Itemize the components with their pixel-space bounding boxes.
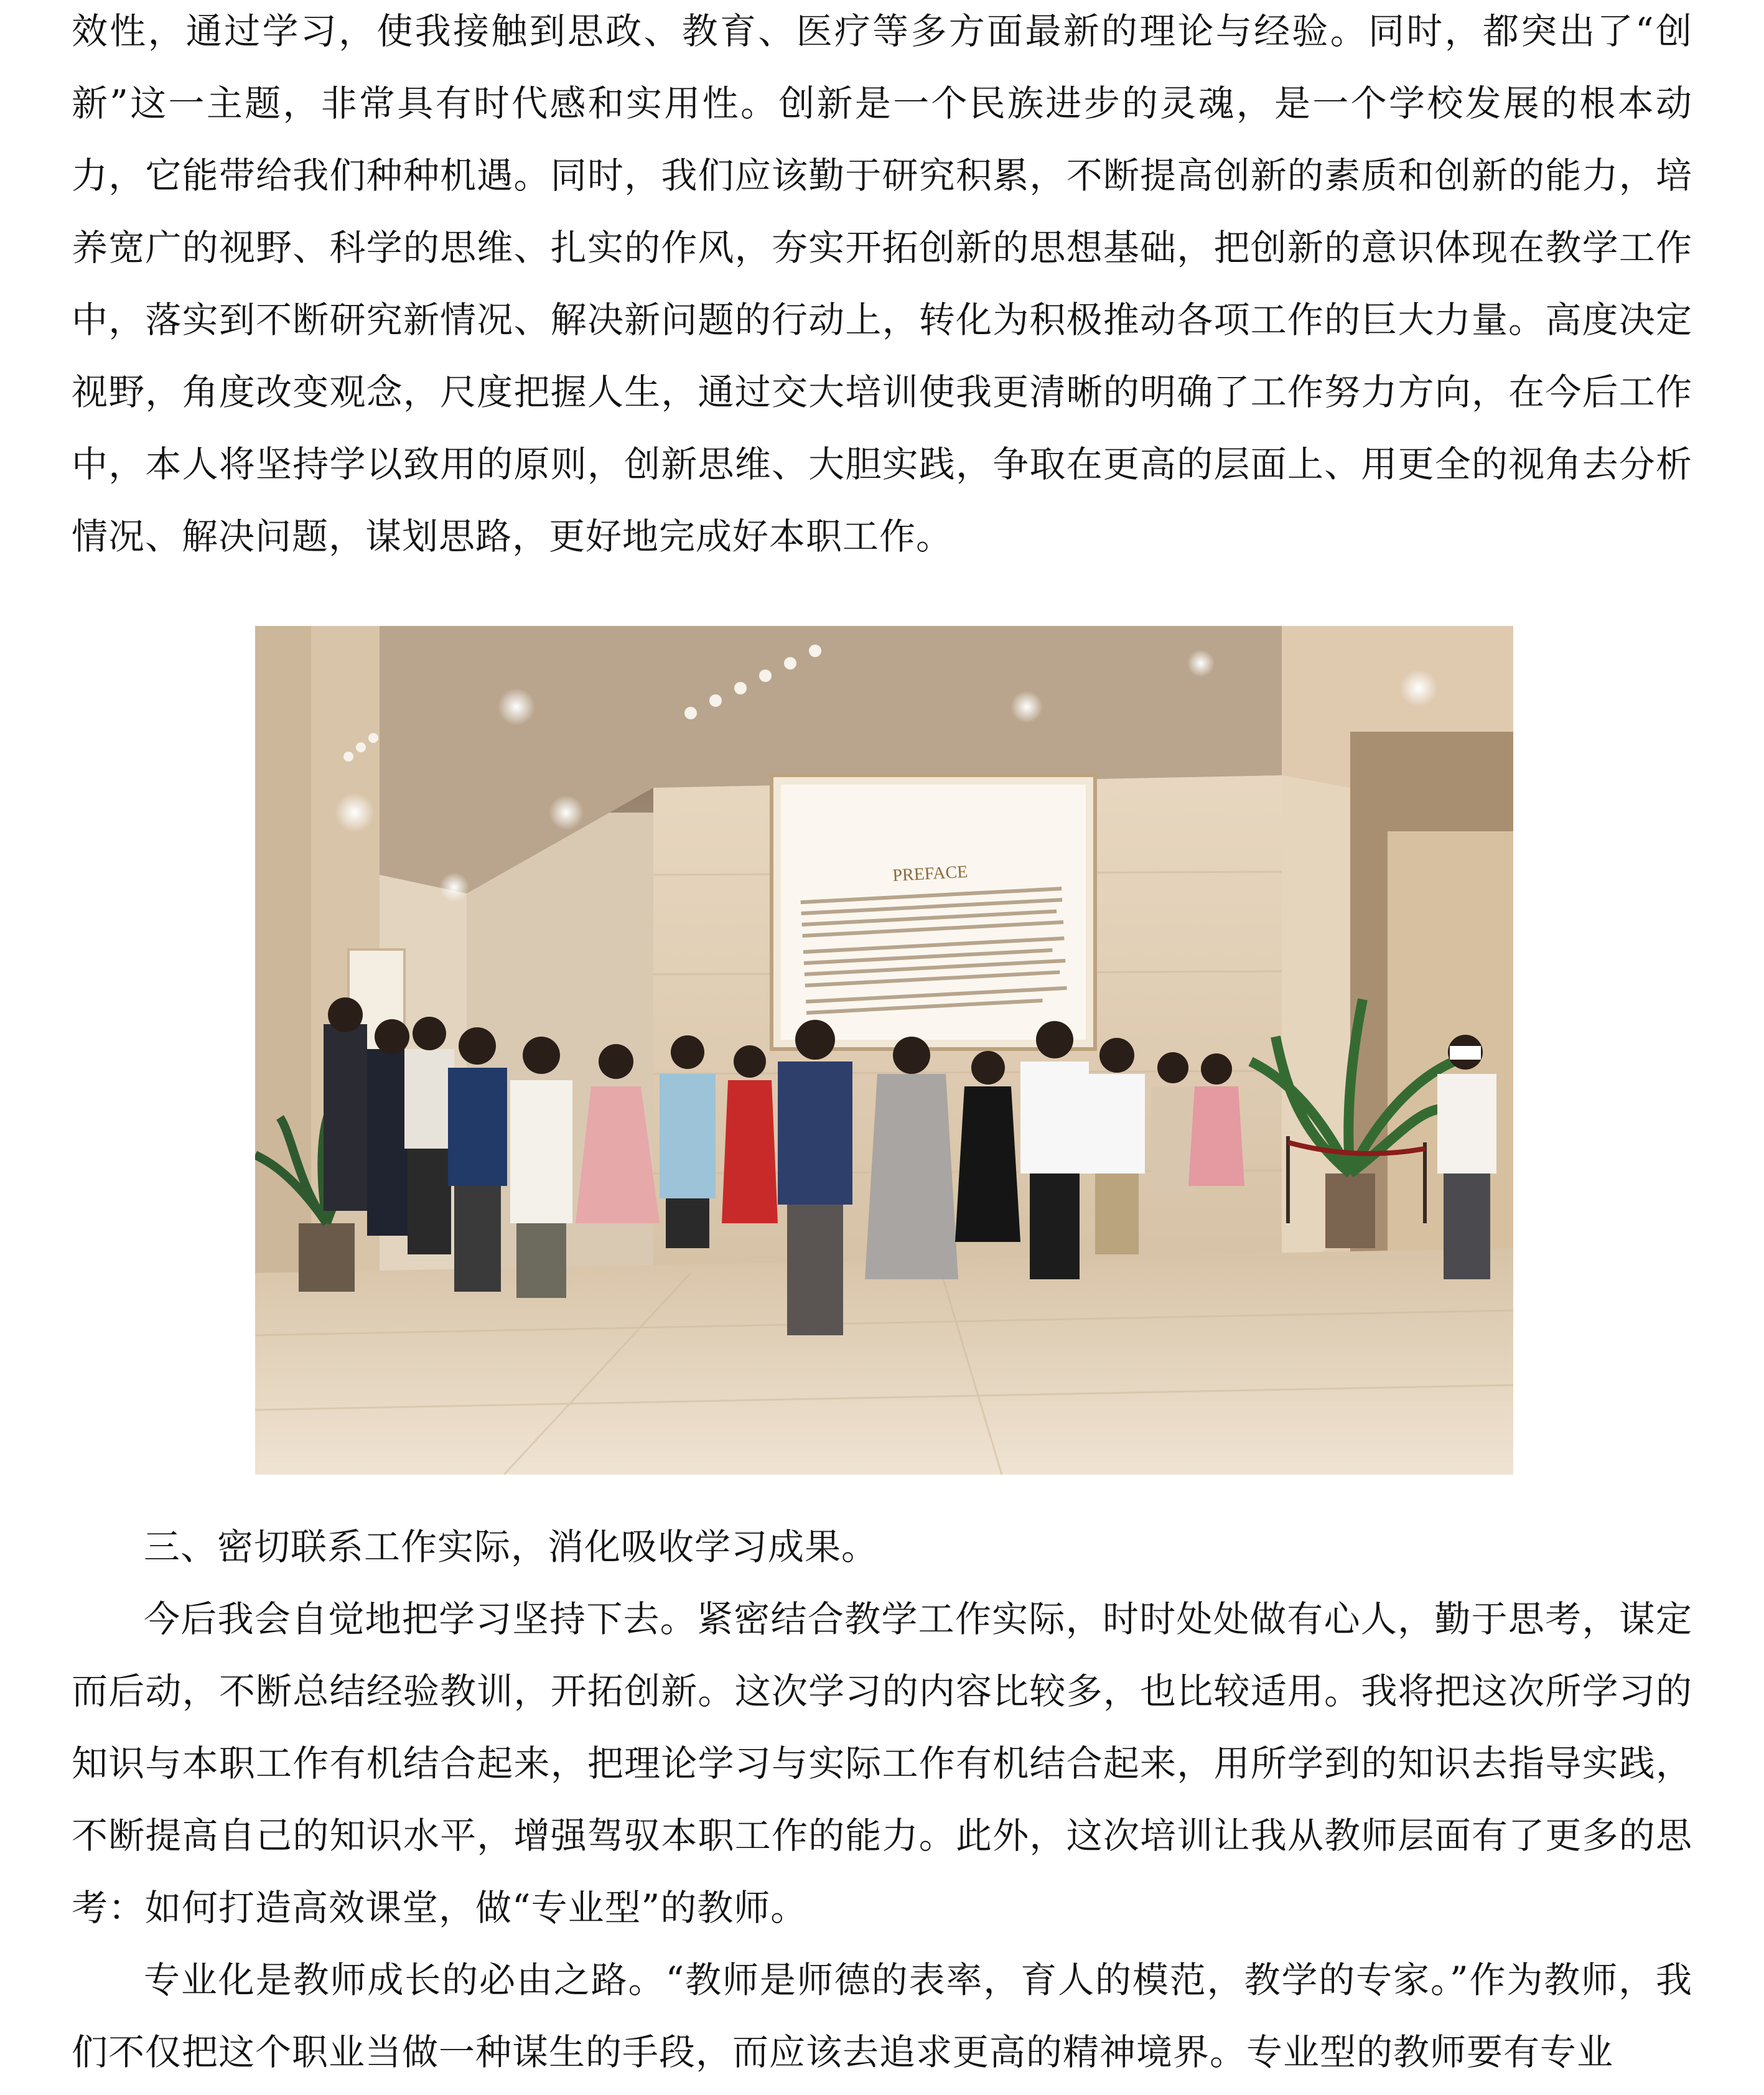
group-photo-drawing bbox=[255, 626, 1513, 1475]
group-photo bbox=[255, 626, 1513, 1475]
section-heading: 三、密切联系工作实际，消化吸收学习成果。 bbox=[144, 1526, 879, 1568]
preface-sign-heading: PREFACE bbox=[892, 862, 969, 885]
body-paragraph-1: 效性，通过学习，使我接触到思政、教育、医疗等多方面最新的理论与经验。同时，都突出了“创新”这一主题，非常具有时代感和实用性。创新是一个民族进步的灵魂，是一个学校发展的根本动力，它能带给我们种种机遇。同时，我们应该勤于研究积累，不断提高创新的素质和创新的能力，培养宽广的视野、科学的思维、扎实的作风，夯实开拓创新的思想基础，把创新的意识体现在教学工作中，落实到不断研究新情况、解决新问题的行动上，转化为积极推动各项工作的巨大力量。高度决定视野，角度改变观念，尺度把握人生，通过交大培训使我更清晰的明确了工作努力方向，在今后工作中，本人将坚持学以致用的原则，创新思维、大胆实践，争取在更高的层面上、用更全的视角去分析情况、解决问题，谋划思路，更好地完成好本职工作。 bbox=[72, 10, 1692, 558]
body-paragraph-2: 今后我会自觉地把学习坚持下去。紧密结合教学工作实际，时时处处做有心人，勤于思考，谋定而后动，不断总结经验教训，开拓创新。这次学习的内容比较多，也比较适用。我将把这次所学习的知识与本职工作有机结合起来，把理论学习与实际工作有机结合起来，用所学到的知识去指导实践，不断提高自己的知识水平，增强驾驭本职工作的能力。此外，这次培训让我从教师层面有了更多的思考：如何打造高效课堂，做“专业型”的教师。 bbox=[72, 1598, 1692, 1929]
body-paragraph-3: 专业化是教师成长的必由之路。“教师是师德的表率，育人的模范，教学的专家。”作为教师，我们不仅把这个职业当做一种谋生的手段，而应该去追求更高的精神境界。专业型的教师要有专业 bbox=[72, 1959, 1692, 2073]
